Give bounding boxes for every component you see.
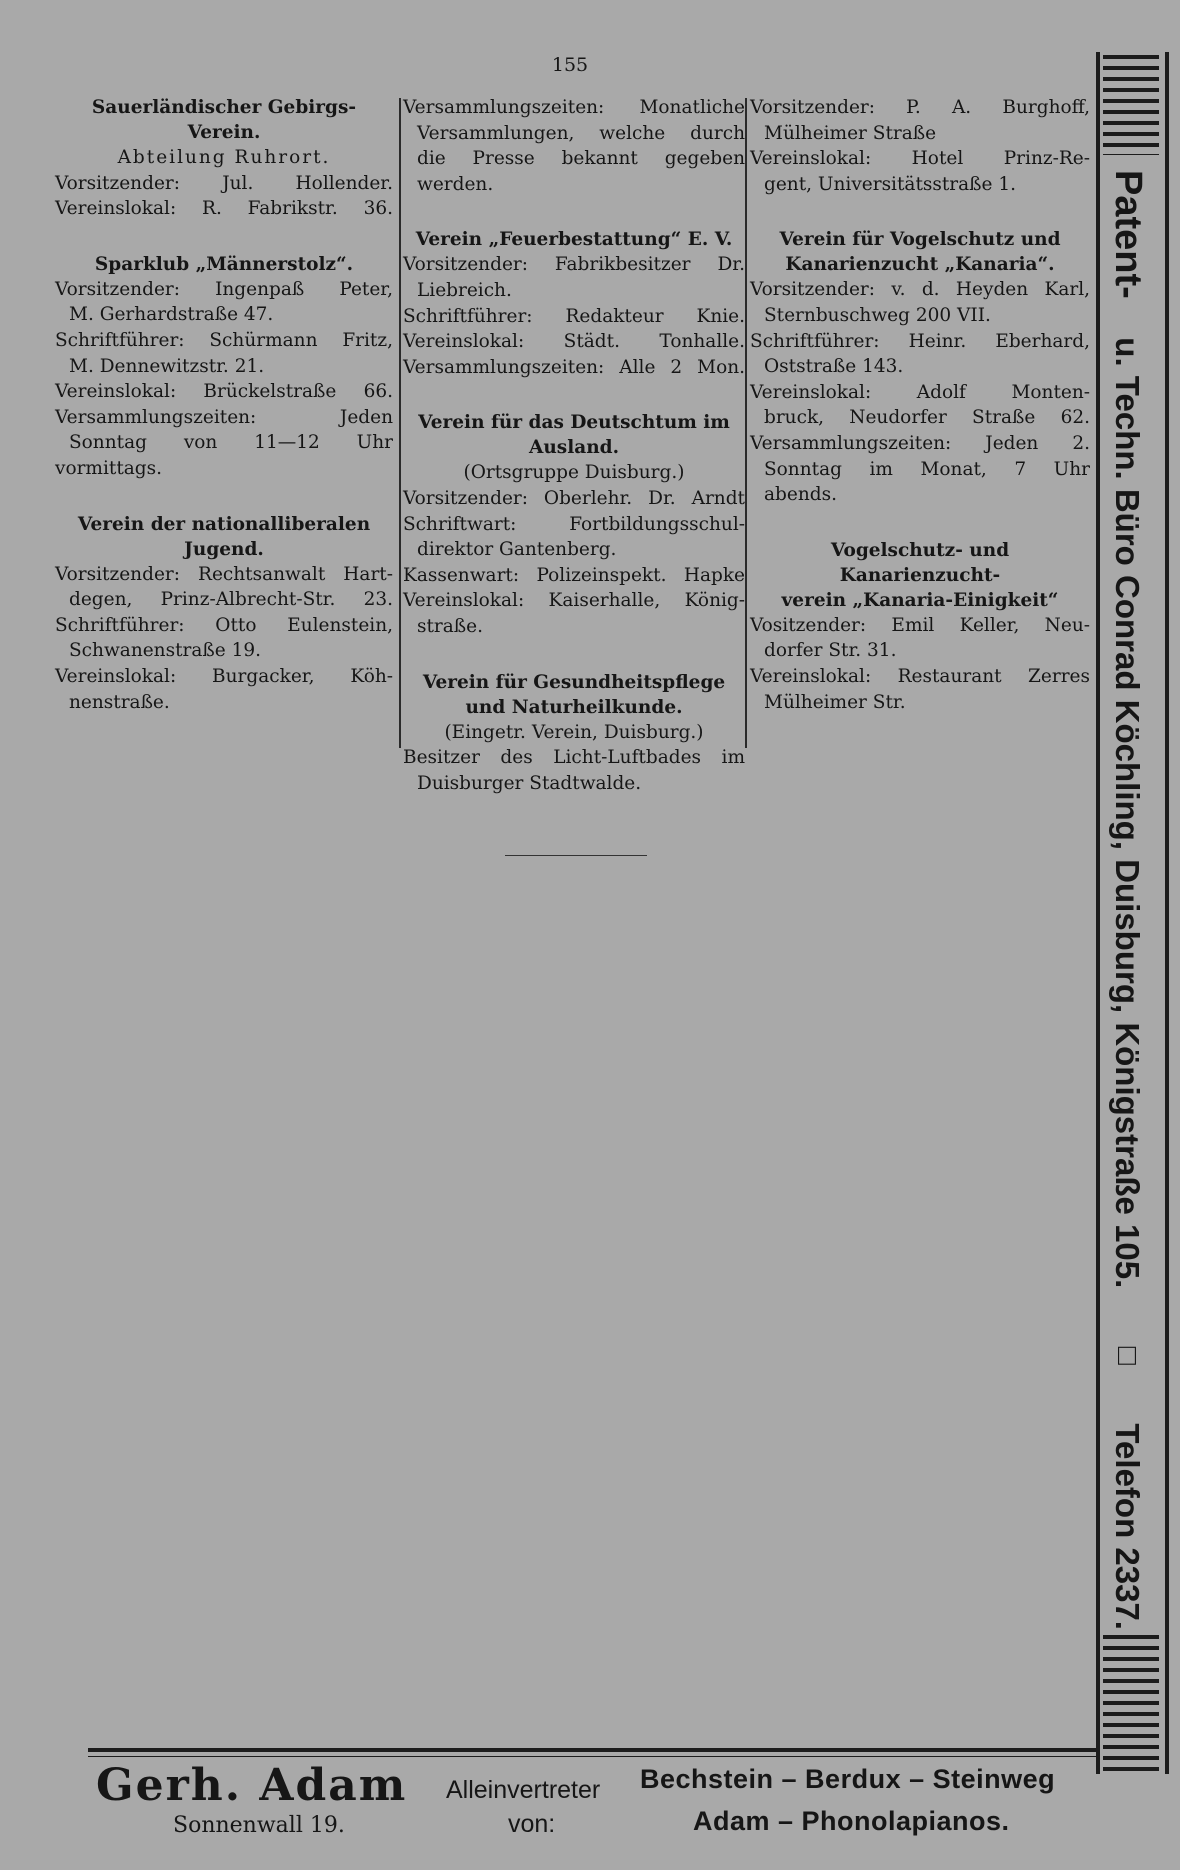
entry-line: Kassenwart: Polizeinspekt. Hapke (403, 564, 745, 586)
side-strip-separator: □ (1111, 1346, 1145, 1365)
side-strip-border (1165, 52, 1169, 1774)
entry-heading: Kanarienzucht „Kanaria“. (785, 254, 1055, 276)
entry-line: Duisburger Stadtwalde. (417, 772, 642, 794)
entry-line: Vereinslokal: Restaurant Zerres (750, 665, 1090, 687)
entry-line: Versammlungszeiten: Jeden (55, 406, 393, 428)
column-middle (403, 95, 745, 794)
entry-line: Mülheimer Str. (764, 691, 906, 713)
entry-line: Schriftführer: Heinr. Eberhard, (750, 330, 1090, 352)
entry-line: Vereinslokal: Adolf Monten- (750, 381, 1090, 403)
entry-line: Vereinslokal: Kaiserhalle, König- (403, 590, 745, 612)
entry-line: Vorsitzender: P. A. Burghoff, (750, 97, 1090, 118)
advertisement-alleinvertreter: Alleinvertreter (446, 1776, 601, 1804)
entry-continuation (750, 95, 1090, 197)
entry-line: Vorsitzender: Rechtsanwalt Hart- (55, 563, 393, 585)
entry-feuerbestattung (403, 227, 745, 380)
entry-line: Vositzender: Emil Keller, Neu- (750, 614, 1090, 636)
entry-line: Versammlungen, welche durch (417, 122, 745, 144)
page-number: 155 (551, 54, 589, 76)
side-strip-main: u. Techn. Büro Conrad Köchling, Duisburg, Königstraße 105. (1109, 337, 1147, 1289)
entry-line: Sonntag im Monat, 7 Uhr (764, 458, 1090, 480)
entry-line: Vereinslokal: R. Fabrikstr. 36. (55, 198, 393, 220)
entry-line: Sternbuschweg 200 VII. (764, 304, 991, 326)
entry-kanaria-einigkeit (750, 538, 1090, 715)
entry-line: Vereinslokal: Hotel Prinz-Re- (750, 148, 1090, 170)
entry-line: Versammlungszeiten: Alle 2 Mon. (403, 356, 745, 378)
entry-line: Vereinslokal: Brückelstraße 66. (55, 381, 393, 403)
entry-heading: Verein „Feuerbestattung“ E. V. (415, 229, 733, 251)
entry-continuation (403, 95, 745, 197)
entry-heading: Verein für Vogelschutz und (779, 229, 1061, 251)
entry-heading: Vogelschutz- und Kanarienzucht- (830, 539, 1010, 586)
entry-sauerlaendischer-gebirgsverein (55, 95, 393, 222)
entry-kanaria (750, 227, 1090, 507)
side-strip-ornament (1103, 1635, 1159, 1775)
entry-heading: Ausland. (528, 437, 620, 459)
entry-line: Liebreich. (417, 279, 512, 301)
column-divider (745, 98, 747, 748)
entry-line: Schriftführer: Otto Eulenstein, (55, 614, 393, 636)
advertisement-brand: Gerh. Adam (96, 1760, 408, 1811)
entry-heading: und Naturheilkunde. (465, 696, 683, 718)
entry-line: M. Gerhardstraße 47. (69, 304, 274, 326)
column-left (55, 95, 393, 750)
side-strip-border (1096, 52, 1100, 1774)
entry-line: direktor Gantenberg. (417, 539, 617, 561)
entry-line: Vorsitzender: Ingenpaß Peter, (55, 278, 393, 300)
column-divider (399, 98, 401, 748)
entry-line: nenstraße. (69, 691, 170, 713)
entry-line: werden. (417, 173, 494, 195)
entry-line: dorfer Str. 31. (764, 640, 897, 662)
entry-line: straße. (417, 615, 483, 637)
advertisement-top-rule (88, 1756, 1100, 1757)
entry-line: Vorsitzender: Jul. Hollender. (55, 172, 393, 194)
entry-nationalliberale-jugend (55, 512, 393, 716)
entry-line: degen, Prinz-Albrecht-Str. 23. (69, 589, 393, 611)
entry-line: Vorsitzender: Fabrikbesitzer Dr. (403, 254, 745, 276)
entry-gesundheitspflege (403, 670, 745, 797)
entry-line: Oststraße 143. (764, 356, 904, 378)
entry-line: die Presse bekannt gegeben (417, 148, 745, 170)
entry-line: Besitzer des Licht-Luftbades im (403, 747, 745, 769)
entry-line: Versammlungszeiten: Monatliche (403, 97, 745, 118)
entry-heading: verein „Kanaria-Einigkeit“ (781, 589, 1059, 611)
entry-line: Vorsitzender: Oberlehr. Dr. Arndt (403, 487, 745, 509)
column-right (750, 95, 1090, 750)
advertisement-brands-line1: Bechstein – Berdux – Steinweg (640, 1764, 1056, 1794)
entry-subheading: (Eingetr. Verein, Duisburg.) (444, 721, 704, 743)
entry-line: Schriftführer: Schürmann Fritz, (55, 329, 393, 351)
entry-line: vormittags. (55, 457, 163, 479)
entry-line: Schwanenstraße 19. (69, 640, 262, 662)
side-strip-phone: Telefon 2337. (1109, 1423, 1147, 1630)
entry-line: Schriftführer: Redakteur Knie. (403, 305, 745, 327)
entry-heading: Verein. (187, 122, 261, 143)
entry-line: Mülheimer Straße (764, 122, 937, 144)
side-strip-patent: Patent- (1107, 170, 1149, 299)
entry-line: Schriftwart: Fortbildungsschul- (403, 513, 745, 535)
entry-subheading: (Ortsgruppe Duisburg.) (463, 462, 685, 484)
entry-line: M. Dennewitzstr. 21. (69, 355, 265, 377)
entry-line: Sonntag von 11—12 Uhr (69, 432, 393, 454)
advertisement-brands-line2: Adam – Phonolapianos. (693, 1806, 1010, 1836)
advertisement-address: Sonnenwall 19. (173, 1813, 345, 1838)
entry-heading: Verein für das Deutschtum im (418, 412, 730, 434)
entry-heading: Verein für Gesundheitspflege (422, 671, 726, 693)
side-strip-advertisement (1106, 170, 1149, 1630)
entry-line: abends. (764, 484, 837, 506)
advertisement-top-rule (88, 1748, 1100, 1752)
entry-sparklub-maennerstolz (55, 252, 393, 482)
entry-heading: Sauerländischer Gebirgs- (91, 97, 357, 118)
advertisement-von: von: (508, 1810, 556, 1838)
entry-subheading: Abteilung Ruhrort. (117, 147, 331, 168)
entry-line: bruck, Neudorfer Straße 62. (764, 407, 1090, 429)
entry-line: Vereinslokal: Städt. Tonhalle. (403, 331, 745, 353)
entry-heading: Sparklub „Männerstolz“. (94, 253, 354, 275)
side-strip-ornament (1103, 55, 1159, 155)
section-end-rule (505, 855, 647, 856)
entry-line: gent, Universitätsstraße 1. (764, 173, 1017, 195)
entry-line: Vorsitzender: v. d. Heyden Karl, (750, 279, 1090, 301)
entry-heading: Verein der nationalliberalen (77, 513, 371, 535)
entry-line: Vereinslokal: Burgacker, Köh- (55, 665, 393, 687)
entry-heading: Jugend. (184, 538, 264, 560)
entry-line: Versammlungszeiten: Jeden 2. (750, 432, 1090, 454)
entry-deutschtum-im-ausland (403, 410, 745, 639)
